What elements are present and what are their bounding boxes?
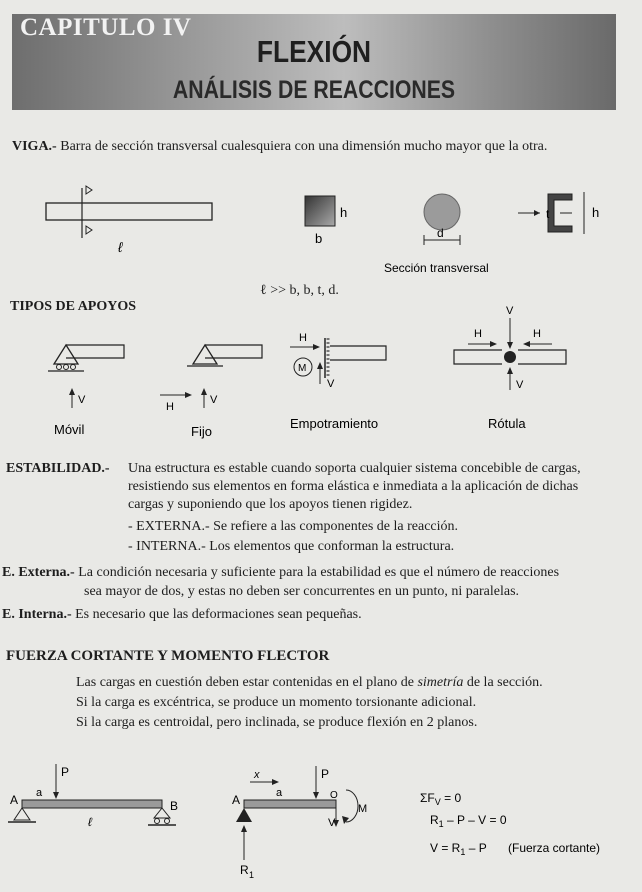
beam-length-label: ℓ bbox=[118, 239, 123, 255]
fijo-support bbox=[160, 345, 262, 439]
svg-text:H: H bbox=[474, 328, 482, 340]
movil-label: Móvil bbox=[54, 422, 85, 437]
empotramiento-label: Empotramiento bbox=[290, 416, 379, 431]
svg-text:h: h bbox=[592, 205, 600, 220]
simetria-emphasis: simetría bbox=[417, 675, 464, 690]
e-externa-term: E. Externa.- bbox=[2, 565, 75, 580]
svg-text:a: a bbox=[276, 787, 283, 799]
square-section bbox=[305, 196, 347, 246]
chapter-banner bbox=[12, 14, 616, 110]
viga-text: Barra de sección transversal cualesquiera con una dimensión mucho mayor que la otra. bbox=[60, 139, 548, 154]
section-caption: Sección transversal bbox=[384, 261, 489, 275]
estabilidad-line-1: Una estructura es estable cuando soporta cualquier sistema concebible de cargas, bbox=[128, 461, 581, 476]
dimension-relation: ℓ >> b, b, t, d. bbox=[260, 283, 339, 298]
equation-2: $R_1 - P - V = 0$ bbox=[430, 813, 507, 829]
svg-text:A: A bbox=[232, 793, 241, 807]
svg-text:1: 1 bbox=[249, 870, 255, 880]
svg-text:B: B bbox=[170, 799, 179, 813]
svg-text:H: H bbox=[299, 332, 307, 344]
chapter-label: CAPITULO IV bbox=[20, 14, 192, 41]
svg-text:a: a bbox=[36, 787, 43, 799]
svg-text:b: b bbox=[315, 231, 323, 246]
svg-text:h: h bbox=[340, 205, 348, 220]
movil-support bbox=[48, 345, 124, 437]
svg-text:V: V bbox=[210, 394, 218, 406]
simple-beam bbox=[8, 764, 178, 829]
svg-text:t: t bbox=[546, 207, 550, 221]
apoyos-heading: TIPOS DE APOYOS bbox=[10, 299, 137, 314]
shear-force-note: (Fuerza cortante) bbox=[508, 841, 601, 855]
estabilidad-term: ESTABILIDAD.- bbox=[6, 461, 110, 476]
beam-figure bbox=[46, 186, 212, 255]
svg-text:V: V bbox=[516, 379, 524, 391]
e-interna-term: E. Interna.- bbox=[2, 607, 72, 622]
empotramiento-support bbox=[290, 332, 386, 431]
support-types-figure bbox=[0, 300, 642, 440]
svg-text:H: H bbox=[533, 328, 541, 340]
svg-text:d: d bbox=[437, 226, 444, 240]
chapter-title: FLEXIÓN bbox=[256, 34, 372, 69]
viga-term: VIGA.- bbox=[12, 139, 57, 154]
circle-section bbox=[424, 194, 460, 245]
e-externa-line-2: sea mayor de dos, y estas no deben ser concurrentes en un punto, ni paralelas. bbox=[84, 584, 520, 599]
svg-text:A: A bbox=[10, 793, 19, 807]
svg-text:M: M bbox=[358, 803, 368, 815]
equilibrium-equations bbox=[420, 791, 600, 857]
svg-text:P: P bbox=[321, 767, 330, 781]
svg-text:x: x bbox=[254, 769, 260, 781]
free-body-diagram bbox=[232, 766, 367, 880]
svg-text:R: R bbox=[240, 863, 249, 877]
svg-text:V: V bbox=[506, 305, 514, 317]
fuerza-line-3: Si la carga es centroidal, pero inclinada, se produce flexión en 2 planos. bbox=[76, 715, 478, 730]
svg-text:ℓ: ℓ bbox=[88, 815, 92, 829]
svg-text:V: V bbox=[78, 394, 86, 406]
shear-moment-diagram bbox=[0, 752, 642, 892]
svg-text:P: P bbox=[61, 765, 70, 779]
svg-text:V: V bbox=[328, 817, 336, 829]
estabilidad-line-3: cargas y suponiendo que los apoyos tienen rigidez. bbox=[128, 497, 413, 512]
svg-text:H: H bbox=[166, 401, 174, 413]
estabilidad-externa: - EXTERNA.- Se refiere a las componentes de la reacción. bbox=[128, 519, 459, 534]
e-interna-text: Es necesario que las deformaciones sean pequeñas. bbox=[75, 607, 362, 622]
fuerza-heading: FUERZA CORTANTE Y MOMENTO FLECTOR bbox=[6, 648, 330, 664]
viga-definition bbox=[12, 138, 547, 156]
fuerza-line-1: Las cargas en cuestión deben estar contenidas en el plano de simetría de la sección. bbox=[76, 675, 543, 690]
equation-1: $\Sigma F_V = 0$ bbox=[420, 791, 462, 807]
equation-3: $V = R_1 - P$ bbox=[430, 841, 487, 857]
chapter-subtitle: ANÁLISIS DE REACCIONES bbox=[172, 76, 456, 104]
fuerza-line-2: Si la carga es excéntrica, se produce un momento torsionante adicional. bbox=[76, 695, 477, 710]
fijo-label: Fijo bbox=[191, 424, 212, 439]
svg-text:V: V bbox=[327, 378, 335, 390]
estabilidad-interna: - INTERNA.- Los elementos que conforman la estructura. bbox=[128, 539, 455, 554]
e-externa-paragraph bbox=[2, 564, 559, 582]
rotula-label: Rótula bbox=[488, 416, 526, 431]
svg-text:M: M bbox=[298, 363, 307, 374]
estabilidad-line-2: resistiendo sus elementos en forma elástica e inmediata a la aplicación de dichas bbox=[128, 479, 579, 494]
e-externa-line-1: La condición necesaria y suficiente para la estabilidad es que el número de reacciones bbox=[78, 565, 560, 580]
rotula-support bbox=[454, 305, 566, 431]
e-interna-paragraph bbox=[2, 606, 362, 624]
svg-text:O: O bbox=[330, 790, 338, 801]
channel-section bbox=[518, 192, 599, 234]
